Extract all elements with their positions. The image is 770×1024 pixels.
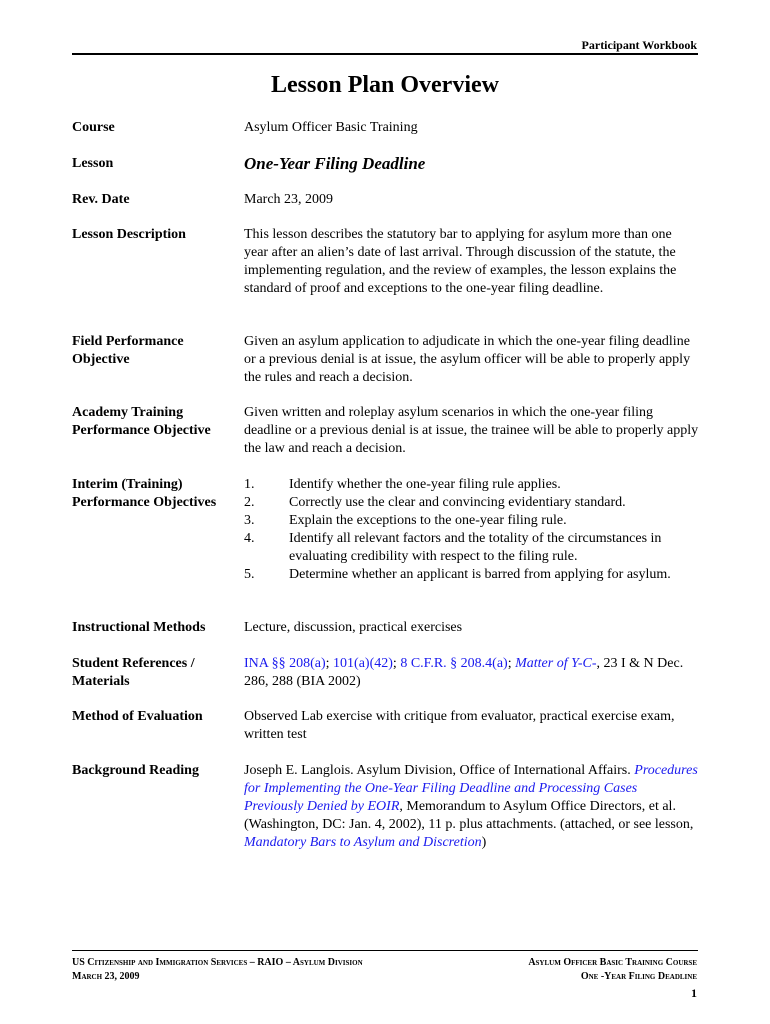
evaluation-value: Observed Lab exercise with critique from evaluator, practical exercise exam, written test (244, 709, 675, 742)
list-item-number: 4. (244, 531, 255, 546)
list-item-text: Correctly use the clear and convincing evidentiary standard. (289, 495, 626, 510)
reading-text-close: ) (481, 835, 487, 850)
footer-agency: US Citizenship and Immigration Services – RAIO – Asylum Division (72, 957, 363, 968)
course-value: Asylum Officer Basic Training (244, 120, 418, 135)
list-item (244, 512, 699, 530)
academy-objective-label (72, 404, 242, 440)
list-item-number: 3. (244, 513, 255, 528)
ina-link[interactable]: INA §§ 208(a) (244, 656, 326, 671)
interim-objectives-label-line2: Performance Objectives (72, 495, 217, 510)
field-objective-label-line2: Objective (72, 352, 130, 367)
description-label: Lesson Description (72, 227, 186, 242)
list-item (244, 494, 699, 512)
footer-lesson: One -Year Filing Deadline (580, 971, 697, 982)
references-label-line2: Materials (72, 674, 130, 689)
rev-date-value: March 23, 2009 (244, 192, 334, 207)
list-item-number: 5. (244, 567, 255, 582)
list-item-number: 2. (244, 495, 255, 510)
header-label: Participant Workbook (581, 38, 697, 52)
reading-value (244, 762, 699, 852)
interim-objectives-label (72, 476, 242, 512)
footer-course: Asylum Officer Basic Training Course (528, 957, 697, 968)
references-label-line1: Student References / (72, 656, 195, 671)
references-citation-tail: , 23 I & N Dec. 286, 288 (BIA 2002) (244, 656, 684, 689)
lesson-value: One-Year Filing Deadline (244, 154, 426, 173)
mandatory-bars-link[interactable]: Mandatory Bars to Asylum and Discretion (244, 835, 482, 850)
procedures-link[interactable]: Procedures for Implementing the One-Year Filing Deadline and Processing Cases Previously Denied by EOIR (244, 763, 698, 814)
list-item-text: Explain the exceptions to the one-year filing rule. (289, 513, 567, 528)
methods-value: Lecture, discussion, practical exercises (244, 620, 463, 635)
academy-objective-label-line2: Performance Objective (72, 423, 211, 438)
list-item-number: 1. (244, 477, 255, 492)
references-label (72, 655, 242, 691)
field-objective-label (72, 333, 242, 369)
academy-objective-label-line1: Academy Training (72, 405, 184, 420)
methods-label: Instructional Methods (72, 620, 206, 635)
academy-objective-value: Given written and roleplay asylum scenarios in which the one-year filing deadline or a previous denial is at issue, the trainee will be able to properly apply the law and reach a decision. (244, 405, 699, 456)
references-separator: ; (325, 656, 334, 671)
cfr-link[interactable]: 8 C.F.R. § 208.4(a) (400, 656, 508, 671)
list-item-text: Determine whether an applicant is barred from applying for asylum. (289, 567, 671, 582)
reading-text-author: Joseph E. Langlois. Asylum Division, Office of International Affairs. (244, 763, 635, 778)
interim-objectives-list-container (244, 476, 699, 584)
page-number: 1 (691, 986, 697, 1000)
field-objective-label-line1: Field Performance (72, 334, 184, 349)
reading-label: Background Reading (72, 763, 199, 778)
list-item (244, 566, 699, 584)
references-value (244, 655, 699, 691)
reading-text-memo: , Memorandum to Asylum Office Directors, et al. (Washington, DC: Jan. 4, 2002), 11 p. plus attachments. (attached, or see lesson, (244, 799, 694, 832)
list-item-text: Identify whether the one-year filing rule applies. (289, 477, 561, 492)
footer-divider (72, 950, 698, 951)
interim-objectives-label-line1: Interim (Training) (72, 477, 183, 492)
matter-of-y-c-link[interactable]: Matter of Y-C- (515, 656, 597, 671)
page-title: Lesson Plan Overview (271, 72, 499, 98)
references-separator: ; (507, 656, 516, 671)
list-item (244, 476, 699, 494)
field-objective-value: Given an asylum application to adjudicate in which the one-year filing deadline or a previous denial is at issue, the asylum officer will be able to properly apply the rules and reach a decision. (244, 334, 691, 385)
description-value: This lesson describes the statutory bar to applying for asylum more than one year after an alien’s date of last arrival. Through discussion of the statute, the implementing regulation, and the review of examples, the lesson explains the standard of proof and exceptions to the one-year filing deadline. (244, 227, 677, 296)
lesson-label: Lesson (72, 156, 114, 171)
header-divider (72, 53, 698, 55)
footer-left (72, 956, 363, 984)
course-label: Course (72, 120, 115, 135)
section-101-link[interactable]: 101(a)(42) (333, 656, 393, 671)
list-item (244, 530, 699, 566)
interim-objectives-list (244, 476, 699, 584)
references-separator: ; (392, 656, 401, 671)
footer-right (528, 956, 697, 1000)
list-item-text: Identify all relevant factors and the totality of the circumstances in evaluating credibility with respect to the filing rule. (289, 531, 662, 564)
evaluation-label: Method of Evaluation (72, 709, 203, 724)
rev-date-label: Rev. Date (72, 192, 130, 207)
footer-date: March 23, 2009 (72, 971, 140, 982)
